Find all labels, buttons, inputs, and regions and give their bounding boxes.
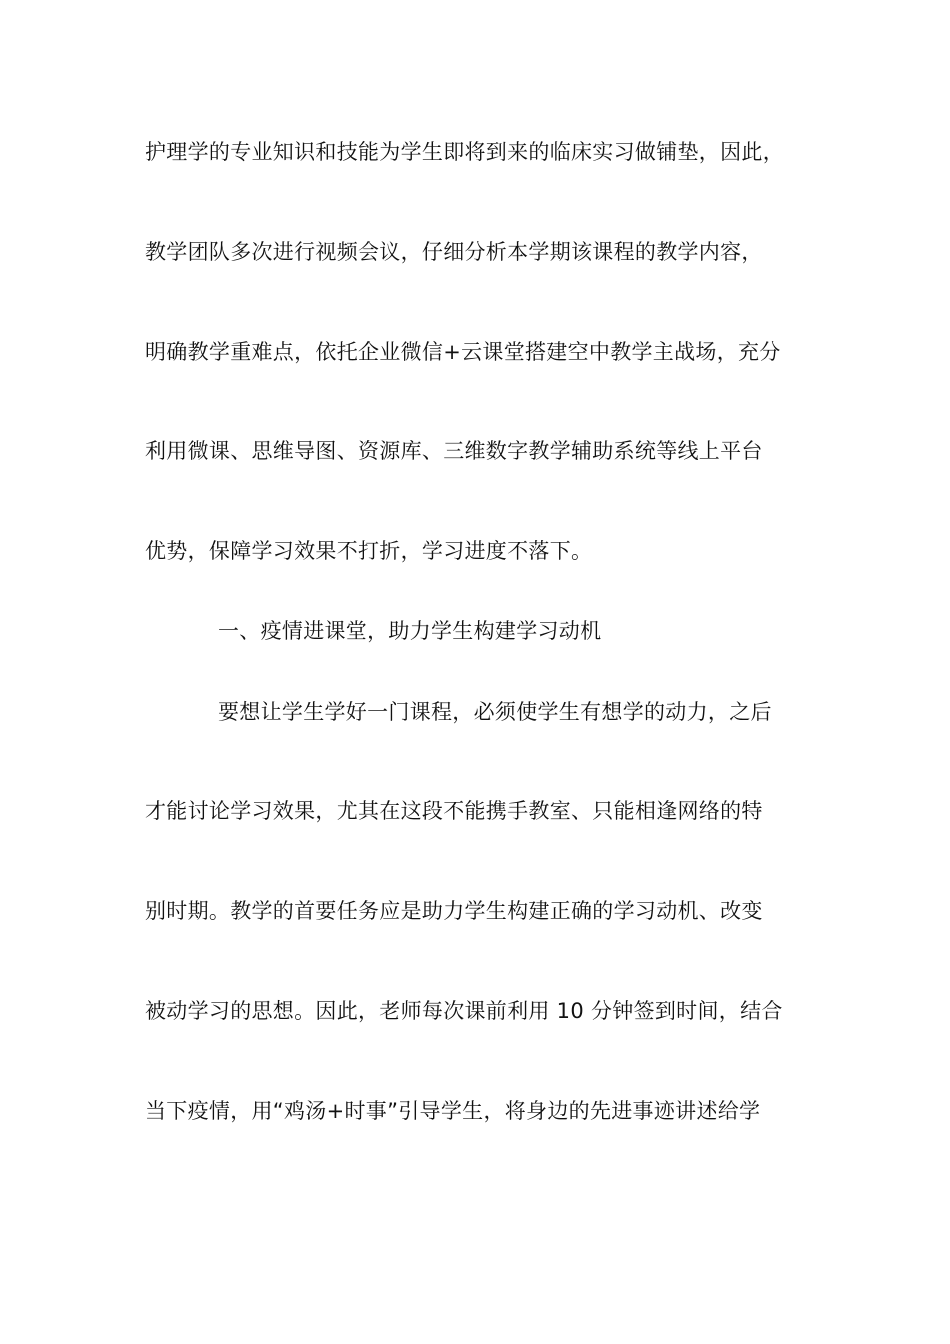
paragraph-1-line-1: 护理学的专业知识和技能为学生即将到来的临床实习做铺垫，因此， — [145, 140, 784, 164]
paragraph-1-line-2: 教学团队多次进行视频会议，仔细分析本学期该课程的教学内容， — [145, 240, 763, 264]
paragraph-2-line-2: 才能讨论学习效果，尤其在这段不能携手教室、只能相逢网络的特 — [145, 799, 763, 823]
paragraph-2-line-1: 要想让学生学好一门课程，必须使学生有想学的动力，之后 — [218, 700, 772, 724]
paragraph-1-line-5: 优势，保障学习效果不打折，学习进度不落下。 — [145, 539, 593, 563]
paragraph-1-line-4: 利用微课、思维导图、资源库、三维数字教学辅助系统等线上平台 — [145, 439, 763, 463]
section-heading: 一、疫情进课堂，助力学生构建学习动机 — [218, 619, 602, 643]
paragraph-1-line-3: 明确教学重难点，依托企业微信+云课堂搭建空中教学主战场，充分 — [145, 340, 781, 364]
paragraph-2-line-3: 别时期。教学的首要任务应是助力学生构建正确的学习动机、改变 — [145, 899, 763, 923]
paragraph-2-line-5: 当下疫情，用“鸡汤+时事”引导学生，将身边的先进事迹讲述给学 — [145, 1099, 761, 1123]
paragraph-2-line-4: 被动学习的思想。因此，老师每次课前利用 10 分钟签到时间，结合 — [145, 999, 783, 1023]
